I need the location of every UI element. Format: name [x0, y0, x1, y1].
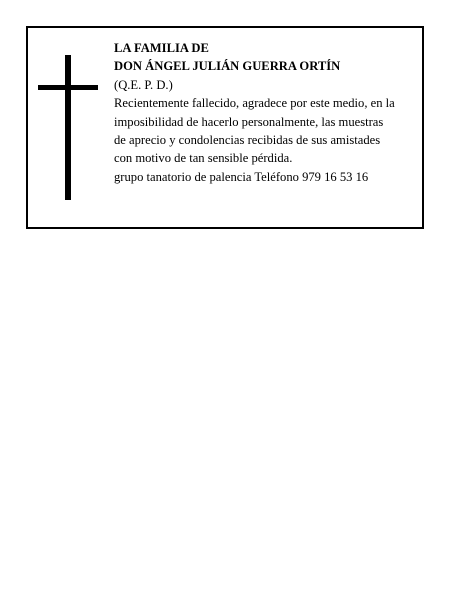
notice-body-line: Recientemente fallecido, agradece por este medio, en la	[114, 96, 395, 111]
notice-body-line: de aprecio y condolencias recibidas de sus amistades	[114, 133, 381, 148]
notice-body-line: imposibilidad de hacerlo personalmente, las muestras	[114, 114, 384, 129]
cross-horizontal-bar	[38, 85, 98, 90]
notice-contact: grupo tanatorio de palencia Teléfono 979 16 53 16	[114, 169, 369, 184]
obituary-notice	[26, 26, 424, 229]
notice-heading-name: DON ÁNGEL JULIÁN GUERRA ORTÍN	[114, 59, 341, 74]
notice-body-line: con motivo de tan sensible pérdida.	[114, 151, 293, 166]
notice-rip: (Q.E. P. D.)	[114, 77, 173, 92]
notice-heading-family: LA FAMILIA DE	[114, 41, 209, 55]
notice-text	[114, 39, 424, 186]
cross-icon	[38, 55, 98, 200]
cross-vertical-bar	[65, 55, 71, 200]
